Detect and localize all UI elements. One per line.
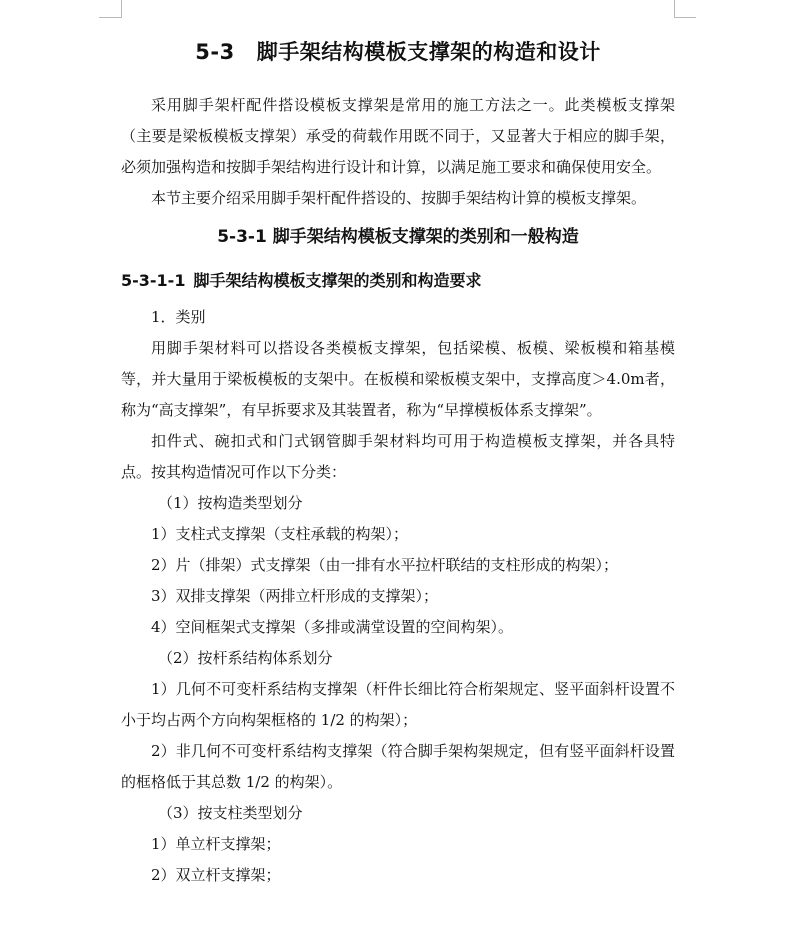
- list-item: 3）双排支撑架（两排立杆形成的支撑架）；: [151, 587, 439, 605]
- body-paragraph-2: 扣件式、碗扣式和门式钢管脚手架材料均可用于构造模板支撑架，并各具特点。按其构造情况可作以下分类：: [121, 432, 675, 481]
- section-heading-text: 脚手架结构模板支撑架的类别和一般构造: [272, 227, 579, 247]
- list-item: 1）支柱式支撑架（支柱承载的构架）；: [151, 525, 409, 543]
- list-item: 4）空间框架式支撑架（多排或满堂设置的空间构架）。: [151, 618, 514, 636]
- category-heading-2: （2）按杆系结构体系划分: [158, 649, 333, 667]
- crop-mark-top-right-vertical: [674, 0, 675, 18]
- section-heading-number: 5-3-1: [217, 227, 267, 247]
- intro-paragraph-2: 本节主要介绍采用脚手架杆配件搭设的、按脚手架结构计算的模板支撑架。: [151, 189, 647, 207]
- chapter-title: [121, 38, 675, 66]
- subsection-heading-text: 脚手架结构模板支撑架的类别和构造要求: [193, 271, 482, 290]
- category-heading-1: （1）按构造类型划分: [158, 494, 303, 512]
- section-heading: [121, 222, 675, 252]
- list-item: 1）单立杆支撑架；: [151, 835, 281, 853]
- body-paragraph-1: 用脚手架材料可以搭设各类模板支撑架，包括梁模、板模、梁板模和箱基模等，并大量用于梁板模板的支架中。在板模和梁板模支架中，支撑高度＞4.0m者，称为“高支撑架”，有早拆要求及其装置者，称为“早撑模板体系支撑架”。: [121, 339, 675, 419]
- crop-mark-top-left-vertical: [121, 0, 122, 18]
- crop-mark-top-left-horizontal: [99, 17, 121, 18]
- list-item: 1）几何不可变杆系结构支撑架（杆件长细比符合桁架规定、竖平面斜杆设置不小于均占两个方向构架框格的 1/2 的构架）；: [121, 680, 675, 729]
- chapter-title-text: 脚手架结构模板支撑架的构造和设计: [256, 40, 601, 64]
- item-heading-category: 1．类别: [151, 308, 206, 326]
- list-item: 2）片（排架）式支撑架（由一排有水平拉杆联结的支柱形成的构架）；: [151, 556, 619, 574]
- document-page: [121, 36, 675, 891]
- subsection-heading-number: 5-3-1-1: [121, 271, 186, 290]
- intro-paragraph-1: 采用脚手架杆配件搭设模板支撑架是常用的施工方法之一。此类模板支撑架（主要是梁板模板支撑架）承受的荷载作用既不同于，又显著大于相应的脚手架，必须加强构造和按脚手架结构进行设计和计算，以满足施工要求和确保使用安全。: [121, 96, 675, 176]
- category-heading-3: （3）按支柱类型划分: [158, 804, 303, 822]
- chapter-title-number: 5-3: [195, 40, 235, 64]
- subsection-heading: [121, 266, 675, 296]
- crop-mark-top-right-horizontal: [674, 17, 696, 18]
- list-item: 2）非几何不可变杆系结构支撑架（符合脚手架构架规定，但有竖平面斜杆设置的框格低于其总数 1/2 的构架）。: [121, 742, 675, 791]
- list-item: 2）双立杆支撑架；: [151, 866, 281, 884]
